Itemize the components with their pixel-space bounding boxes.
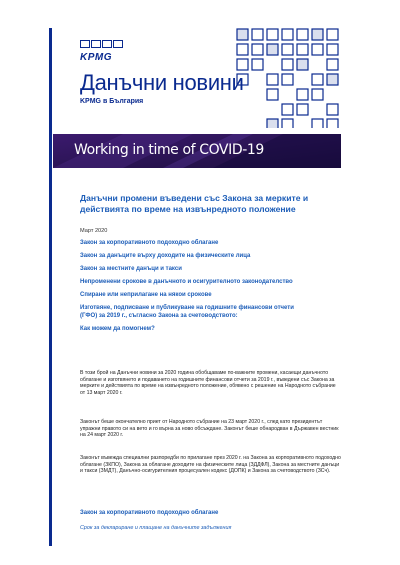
side-rule [49,28,52,546]
pattern-square [267,74,278,85]
toc-link-local-taxes[interactable]: Закон за местните данъци и такси [80,266,182,272]
pattern-square [282,104,293,115]
pattern-square [297,89,308,100]
pattern-square [237,29,248,40]
pattern-square [282,59,293,70]
covid-banner [53,134,341,168]
pattern-square [327,59,338,70]
pattern-square [312,29,323,40]
section-subtitle: Срок за деклариране и плащане на данъчните задължения [80,525,232,531]
banner-text: Working in time of COVID-19 [74,142,264,158]
article-date: Март 2020 [80,228,108,234]
paragraph-intro: В този брой на Данъчни новини за 2020 година обобщаваме по-важните промени, касаещи данъчното облагане и изготвянето и подаването на годишните финансови отчети за 2019 г., въведени със Закона за мерките и действията по време на извънредното положение, обявено с решение на Народното събрание от 13 март 2020 г. [80,370,336,397]
toc-link-personal-income-tax[interactable]: Закон за данъците върху доходите на физическите лица [80,253,251,259]
paragraph-adoption: Законът беше окончателно приет от Народното събрание на 23 март 2020 г., след като президентът упражни правото си на вето и го върна за ново обсъждане. Законът беше обнародван в Държавен вестник на 24 март 2020 г. [80,419,339,439]
pattern-square [312,44,323,55]
pattern-square [282,29,293,40]
pattern-square [312,119,323,128]
toc-link-suspended-deadlines[interactable]: Спиране или неприлагане на някои срокове [80,292,212,298]
pattern-square [282,74,293,85]
pattern-square [327,44,338,55]
kpmg-logo [80,40,124,63]
pattern-square [327,119,338,128]
pattern-square [282,119,293,128]
pattern-square [327,74,338,85]
pattern-square [312,89,323,100]
pattern-square [237,59,248,70]
toc-link-how-we-help[interactable]: Как можем да помогнем? [80,325,155,332]
pattern-square [267,44,278,55]
masthead-title: Данъчни новини [80,70,244,95]
pattern-square [327,104,338,115]
section-title[interactable]: Закон за корпоративното подоходно облагане [80,510,219,516]
pattern-square [252,29,263,40]
decorative-pattern [236,28,340,128]
toc-link-corporate-tax[interactable]: Закон за корпоративното подоходно облагане [80,240,219,246]
pattern-square [252,44,263,55]
pattern-square [297,29,308,40]
pattern-square [297,44,308,55]
pattern-square [297,104,308,115]
pattern-square [297,59,308,70]
logo-text: KPMG [80,52,112,63]
toc-link-unchanged-deadlines[interactable]: Непроменени срокове в данъчното и осигурителното законодателство [80,279,293,285]
pattern-square [312,74,323,85]
pattern-square [267,119,278,128]
pattern-square [327,29,338,40]
toc-link-financial-statements[interactable]: Изготвяне, подписване и публикуване на годишните финансови отчети (ГФО) за 2019 г., съгласно Закона за счетоводството: [80,305,294,319]
pattern-square [282,44,293,55]
masthead-subtitle: KPMG в България [80,98,144,105]
pattern-square [267,29,278,40]
pattern-square [252,59,263,70]
table-of-contents [80,240,310,339]
article-title: Данъчни промени въведени със Закона за мерките и действията по време на извънредното положение [80,193,309,214]
pattern-square [237,44,248,55]
pattern-square [267,89,278,100]
paragraph-scope: Законът въвежда специални разпоредби по прилагане през 2020 г. на Закона за корпоративното подоходно облагане (ЗКПО), Закона за облагане доходите на физическите лица (ЗДДФЛ), Закона за местните данъци и такси (ЗМДТ), Данъчно-осигурителния процесуален кодекс (ДОПК) и Закона за счетоводството (ЗСч). [80,455,341,475]
